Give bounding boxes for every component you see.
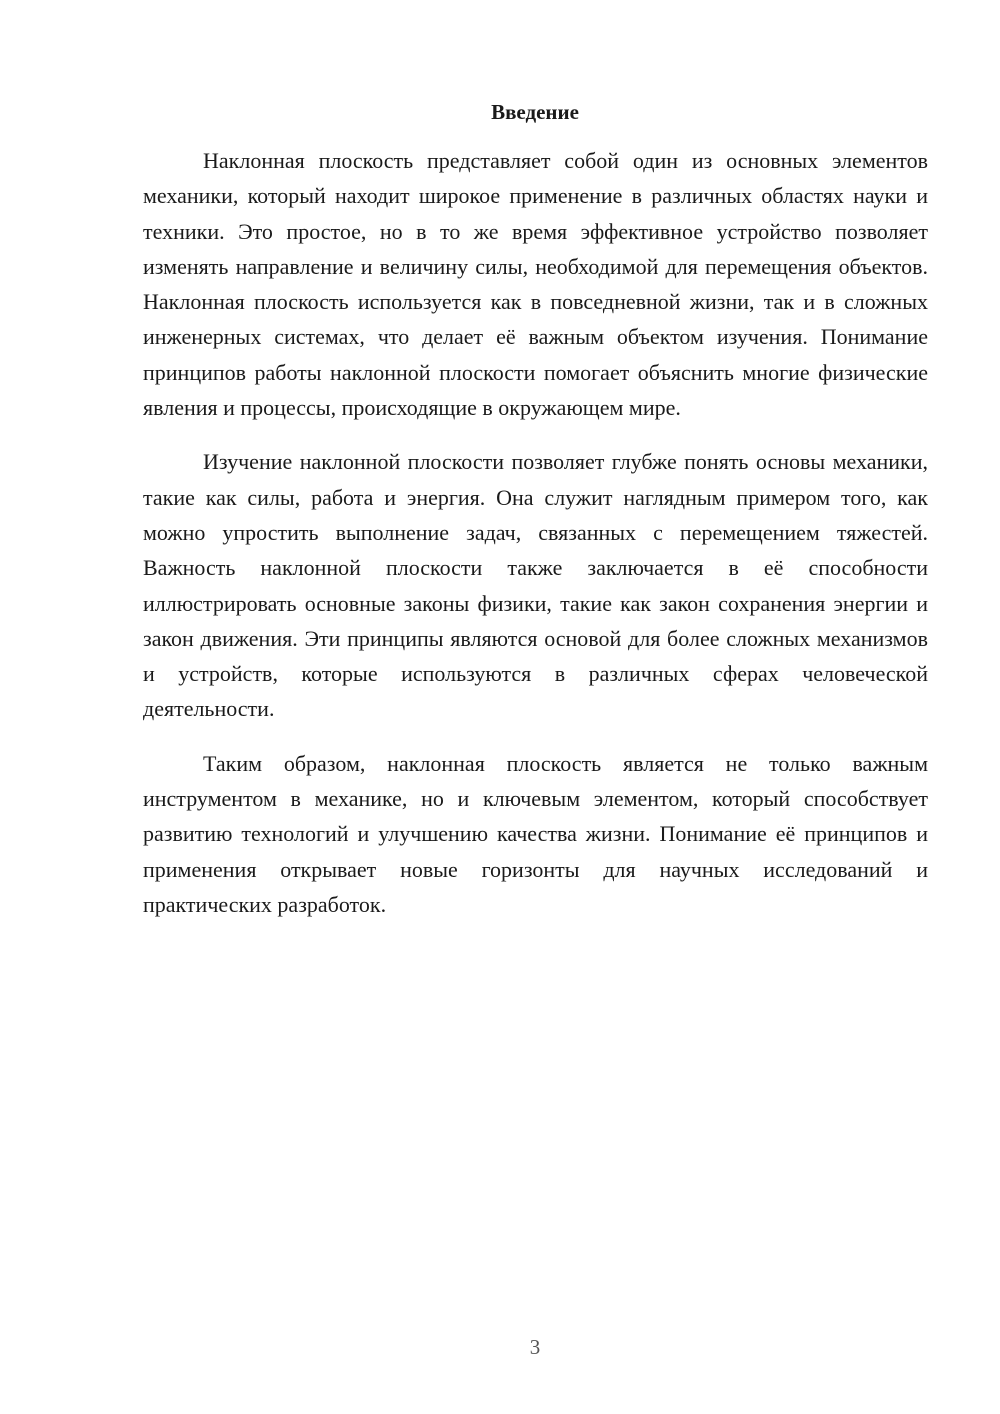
paragraph-1: Наклонная плоскость представляет собой один из основных элементов механики, который находит широкое применение в различных областях науки и техники. Это простое, но в то же время эффективное устройство позволяет изменять направление и величину силы, необходимой для перемещения объектов. Наклонная плоскость используется как в повседневной жизни, так и в сложных инженерных системах, что делает её важным объектом изучения. Понимание принципов работы наклонной плоскости помогает объяснить многие физические явления и процессы, происходящие в окружающем мире. [143,148,928,421]
paragraph-2: Изучение наклонной плоскости позволяет глубже понять основы механики, такие как силы, работа и энергия. Она служит наглядным примером того, как можно упростить выполнение задач, связанных с перемещением тяжестей. Важность наклонной плоскости также заключается в её способности иллюстрировать основные законы физики, такие как закон сохранения энергии и закон движения. Эти принципы являются основой для более сложных механизмов и устройств, которые используются в различных сферах человеческой деятельности. [143,449,928,722]
paragraph-3: Таким образом, наклонная плоскость является не только важным инструментом в механике, но и ключевым элементом, который способствует развитию технологий и улучшению качества жизни. Понимание её принципов и применения открывает новые горизонты для научных исследований и практических разработок. [143,750,928,917]
body-text [143,143,928,941]
page-number: 3 [529,1335,541,1359]
section-heading: Введение [491,100,579,124]
